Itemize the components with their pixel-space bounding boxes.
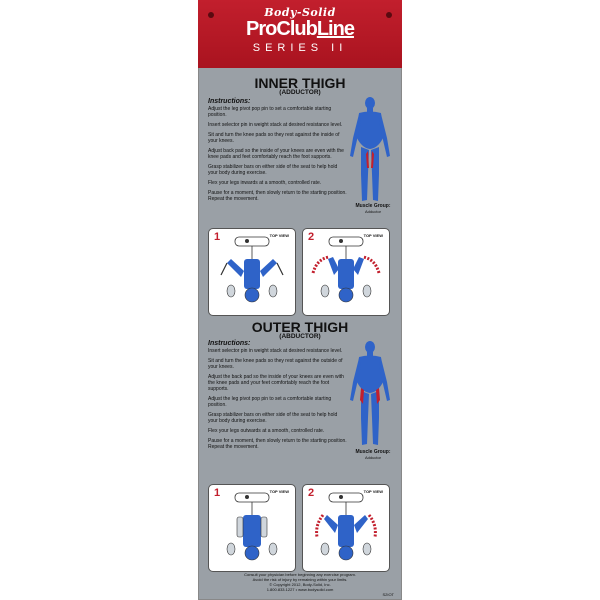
muscle-group-label: Muscle Group:: [355, 449, 391, 455]
brand-logo-part: ProClub: [246, 18, 317, 40]
muscle-group-label: Muscle Group:: [355, 203, 391, 209]
top-view-label: TOP VIEW: [363, 233, 383, 238]
exercise-step-panel: [208, 484, 296, 572]
muscle-group-outer: [350, 449, 396, 460]
safety-notice: Avoid the risk of injury by remaining within your limits.: [252, 577, 348, 582]
step-number: 1: [214, 487, 221, 499]
exercise-placard: [198, 0, 402, 600]
muscle-group-value: Adductor: [364, 455, 381, 460]
top-view-label: TOP VIEW: [269, 233, 289, 238]
top-view-label: TOP VIEW: [363, 489, 383, 494]
safety-notice: Consult your physician before beginning any exercise program.: [244, 572, 356, 577]
machine-top-view-illustration: [303, 229, 389, 315]
instruction-step: Grasp stabilizer bars on either side of the seat to help hold your body during exercise.: [208, 164, 338, 176]
section-title-outer: OUTER THIGH: [251, 319, 349, 335]
exercise-step-panel: [208, 228, 296, 316]
instruction-step: Adjust the back pad so the inside of your knees are even with the knee pads and your feet comfortably reach the foot supports.: [208, 374, 344, 392]
top-view-label: TOP VIEW: [269, 489, 289, 494]
contact-info: 1.800.833.1227 • www.bodysolid.com: [266, 587, 334, 592]
instructions-label: Instructions:: [208, 340, 251, 347]
machine-top-view-illustration: [209, 229, 295, 315]
instruction-step: Sit and turn the knee pads so they rest against the outside of your knees.: [208, 358, 343, 370]
section-subtitle-inner: (ADDUCTOR): [279, 89, 321, 96]
brand-header: [198, 0, 402, 68]
instruction-step: Adjust back pad so the inside of your knees are even with the knee pads and feet comfortably reach the foot supports.: [208, 148, 344, 160]
instruction-step: Pause for a moment, then slowly return to the starting position. Repeat the movement.: [208, 438, 347, 450]
body-figure-front: [344, 94, 396, 206]
brand-logo-part: Line: [316, 18, 354, 40]
exercise-step-panel: [302, 484, 390, 572]
muscle-group-inner: [350, 203, 396, 214]
machine-top-view-illustration: [303, 485, 389, 571]
copyright-text: © Copyright 2012, Body-Solid, Inc.: [269, 582, 331, 587]
instruction-step: Sit and turn the knee pads so they rest against the inside of your knees.: [208, 132, 340, 144]
instruction-step: Flex your legs outwards at a smooth, controlled rate.: [208, 428, 325, 434]
section-subtitle-outer: (ABDUCTOR): [279, 333, 321, 340]
instruction-step: Adjust the leg pivot pop pin to set a comfortable starting position.: [208, 106, 332, 118]
series-label: SERIES II: [252, 42, 348, 54]
muscle-group-value: Adductor: [364, 209, 381, 214]
instructions-label: Instructions:: [208, 98, 251, 105]
instruction-steps-inner: [208, 106, 348, 206]
instruction-step: Pause for a moment, then slowly return to the starting position. Repeat the movement.: [208, 190, 347, 202]
body-figure-front: [344, 338, 396, 450]
step-number: 2: [308, 487, 315, 499]
brand-script-logo: Body-Solid: [264, 6, 336, 19]
instruction-steps-outer: [208, 348, 348, 454]
exercise-step-panel: [302, 228, 390, 316]
instruction-step: Flex your legs inwards at a smooth, controlled rate.: [208, 180, 322, 186]
instruction-step: Insert selector pin in weight stack at desired resistance level.: [208, 122, 343, 128]
instruction-step: Adjust the leg pivot pop pin to set a comfortable starting position.: [208, 396, 332, 408]
section-title-inner: INNER THIGH: [254, 75, 346, 91]
step-number: 2: [308, 231, 315, 243]
instruction-step: Insert selector pin in weight stack at desired resistance level.: [208, 348, 343, 354]
step-number: 1: [214, 231, 221, 243]
machine-top-view-illustration: [209, 485, 295, 571]
safety-footer: [198, 572, 402, 592]
brand-logo: [198, 18, 402, 41]
instruction-step: Grasp stabilizer bars on either side of the seat to help hold your body during exercise.: [208, 412, 338, 424]
model-code: S2IOT: [382, 592, 394, 597]
